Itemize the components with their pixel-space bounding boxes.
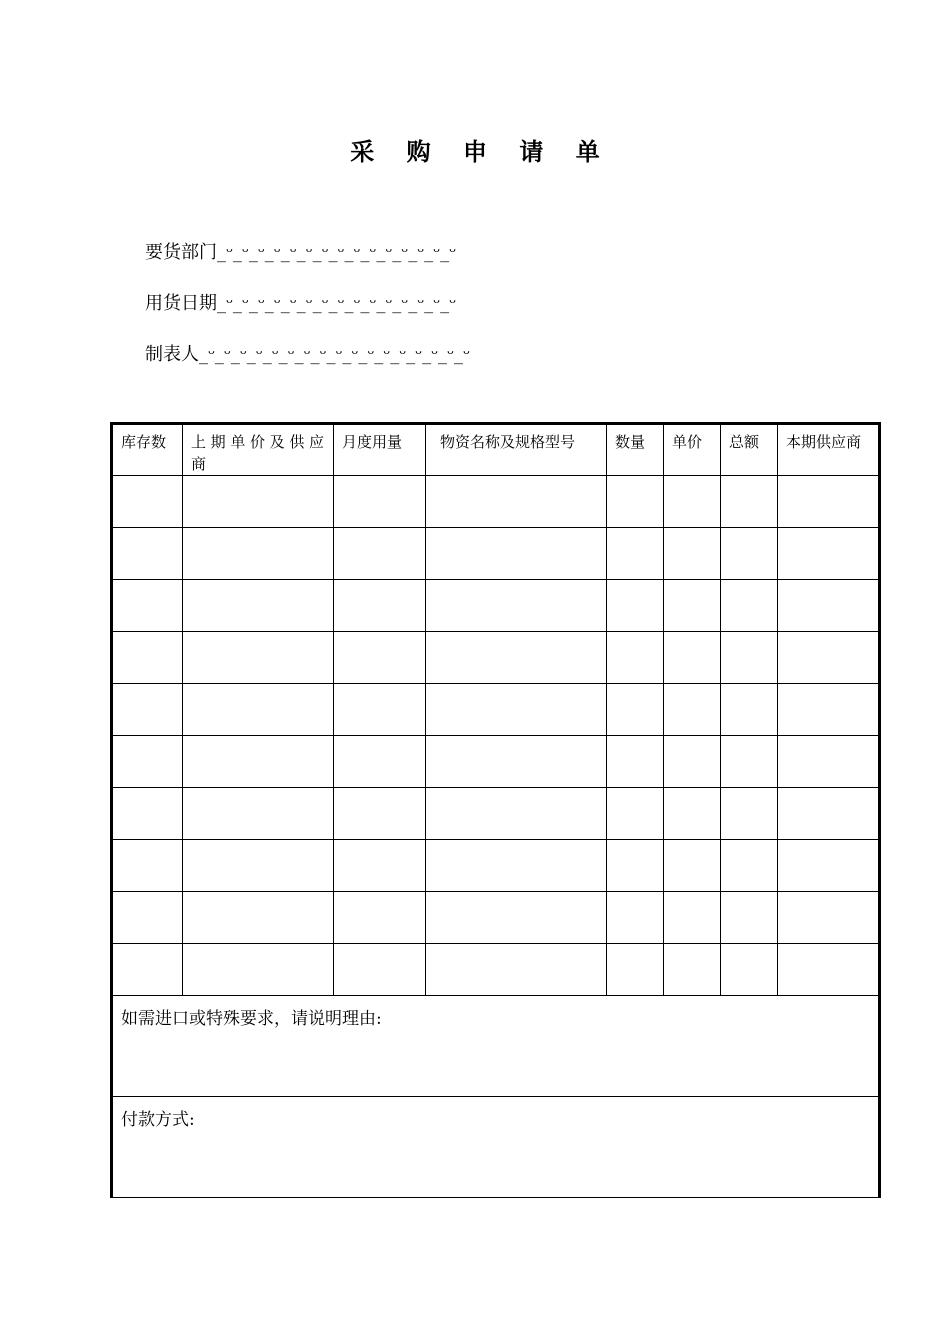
header-quantity: 数量	[607, 424, 664, 476]
table-cell[interactable]	[426, 528, 607, 580]
table-cell[interactable]	[426, 684, 607, 736]
table-cell[interactable]	[664, 892, 721, 944]
table-cell[interactable]	[426, 788, 607, 840]
date-field	[145, 289, 456, 315]
table-cell[interactable]	[183, 580, 334, 632]
table-cell[interactable]	[664, 788, 721, 840]
table-cell[interactable]	[334, 944, 426, 996]
department-label: 要货部门	[145, 242, 217, 263]
table-cell[interactable]	[721, 528, 778, 580]
table-cell[interactable]	[607, 944, 664, 996]
table-row	[112, 580, 880, 632]
preparer-label: 制表人	[145, 344, 199, 365]
table-cell[interactable]	[183, 840, 334, 892]
table-cell[interactable]	[721, 736, 778, 788]
department-blank[interactable]: _ᵕ_ᵕ_ᵕ_ᵕ_ᵕ_ᵕ_ᵕ_ᵕ_ᵕ_ᵕ_ᵕ_ᵕ_ᵕ_ᵕ_ᵕ	[217, 242, 457, 263]
table-cell[interactable]	[664, 580, 721, 632]
preparer-blank[interactable]: _ᵕ_ᵕ_ᵕ_ᵕ_ᵕ_ᵕ_ᵕ_ᵕ_ᵕ_ᵕ_ᵕ_ᵕ_ᵕ_ᵕ_ᵕ_ᵕ_ᵕ	[199, 344, 470, 365]
table-cell[interactable]	[721, 476, 778, 528]
table-cell[interactable]	[664, 476, 721, 528]
table-cell[interactable]	[607, 736, 664, 788]
header-current-supplier: 本期供应商	[778, 424, 880, 476]
table-cell[interactable]	[426, 892, 607, 944]
table-cell[interactable]	[607, 788, 664, 840]
preparer-field	[145, 340, 470, 366]
table-row	[112, 736, 880, 788]
table-cell[interactable]	[664, 736, 721, 788]
table-cell[interactable]	[334, 892, 426, 944]
table-cell[interactable]	[664, 840, 721, 892]
table-cell[interactable]	[607, 580, 664, 632]
department-field	[145, 238, 456, 264]
table-cell[interactable]	[721, 840, 778, 892]
table-row	[112, 840, 880, 892]
header-stock: 库存数	[112, 424, 183, 476]
table-cell[interactable]	[721, 684, 778, 736]
table-cell[interactable]	[607, 476, 664, 528]
table-cell[interactable]	[778, 684, 880, 736]
table-cell[interactable]	[183, 736, 334, 788]
date-blank[interactable]: _ᵕ_ᵕ_ᵕ_ᵕ_ᵕ_ᵕ_ᵕ_ᵕ_ᵕ_ᵕ_ᵕ_ᵕ_ᵕ_ᵕ_ᵕ	[217, 293, 457, 314]
table-cell[interactable]	[112, 944, 183, 996]
table-cell[interactable]	[183, 528, 334, 580]
table-cell[interactable]	[112, 476, 183, 528]
table-row	[112, 788, 880, 840]
table-cell[interactable]	[426, 736, 607, 788]
form-title: 采 购 申 请 单	[350, 138, 612, 166]
table-cell[interactable]	[607, 528, 664, 580]
table-cell[interactable]	[664, 528, 721, 580]
table-cell[interactable]	[334, 632, 426, 684]
table-cell[interactable]	[721, 788, 778, 840]
table-cell[interactable]	[334, 476, 426, 528]
table-cell[interactable]	[112, 892, 183, 944]
table-row	[112, 944, 880, 996]
table-cell[interactable]	[664, 684, 721, 736]
table-cell[interactable]	[334, 528, 426, 580]
table-cell[interactable]	[112, 736, 183, 788]
table-header-row	[112, 424, 880, 476]
table-cell[interactable]	[778, 944, 880, 996]
table-cell[interactable]	[426, 580, 607, 632]
table-cell[interactable]	[721, 580, 778, 632]
payment-method-row	[112, 1097, 880, 1198]
table-row	[112, 684, 880, 736]
table-cell[interactable]	[426, 476, 607, 528]
table-cell[interactable]	[426, 840, 607, 892]
table-cell[interactable]	[778, 840, 880, 892]
table-cell[interactable]	[778, 580, 880, 632]
table-cell[interactable]	[334, 788, 426, 840]
table-cell[interactable]	[721, 632, 778, 684]
table-cell[interactable]	[607, 684, 664, 736]
table-cell[interactable]	[426, 944, 607, 996]
table-cell[interactable]	[112, 580, 183, 632]
header-material-spec: 物资名称及规格型号	[426, 424, 607, 476]
table-cell[interactable]	[778, 528, 880, 580]
table-cell[interactable]	[426, 632, 607, 684]
table-cell[interactable]	[112, 528, 183, 580]
import-reason-cell[interactable]: 如需进口或特殊要求，请说明理由:	[112, 996, 880, 1097]
table-cell[interactable]	[112, 788, 183, 840]
table-cell[interactable]	[607, 892, 664, 944]
table-cell[interactable]	[607, 632, 664, 684]
payment-method-cell[interactable]: 付款方式:	[112, 1097, 880, 1198]
table-cell[interactable]	[183, 892, 334, 944]
purchase-table	[110, 422, 881, 1198]
table-cell[interactable]	[778, 632, 880, 684]
table-row	[112, 528, 880, 580]
table-cell[interactable]	[112, 840, 183, 892]
table-cell[interactable]	[778, 892, 880, 944]
table-cell[interactable]	[607, 840, 664, 892]
table-cell[interactable]	[183, 684, 334, 736]
table-cell[interactable]	[334, 580, 426, 632]
header-last-price-supplier: 上期单价及供应商	[183, 424, 334, 476]
table-cell[interactable]	[112, 632, 183, 684]
table-cell[interactable]	[112, 684, 183, 736]
table-cell[interactable]	[183, 788, 334, 840]
table-cell[interactable]	[183, 944, 334, 996]
table-cell[interactable]	[664, 944, 721, 996]
table-cell[interactable]	[721, 892, 778, 944]
table-cell[interactable]	[183, 632, 334, 684]
header-monthly-usage: 月度用量	[334, 424, 426, 476]
table-cell[interactable]	[334, 840, 426, 892]
import-reason-row	[112, 996, 880, 1097]
table-cell[interactable]	[778, 736, 880, 788]
table-row	[112, 476, 880, 528]
date-label: 用货日期	[145, 293, 217, 314]
table-cell[interactable]	[334, 736, 426, 788]
header-total: 总额	[721, 424, 778, 476]
table-row	[112, 892, 880, 944]
table-cell[interactable]	[778, 476, 880, 528]
table-cell[interactable]	[721, 944, 778, 996]
table-cell[interactable]	[778, 788, 880, 840]
table-cell[interactable]	[334, 684, 426, 736]
table-row	[112, 632, 880, 684]
table-cell[interactable]	[664, 632, 721, 684]
table-cell[interactable]	[183, 476, 334, 528]
header-unit-price: 单价	[664, 424, 721, 476]
